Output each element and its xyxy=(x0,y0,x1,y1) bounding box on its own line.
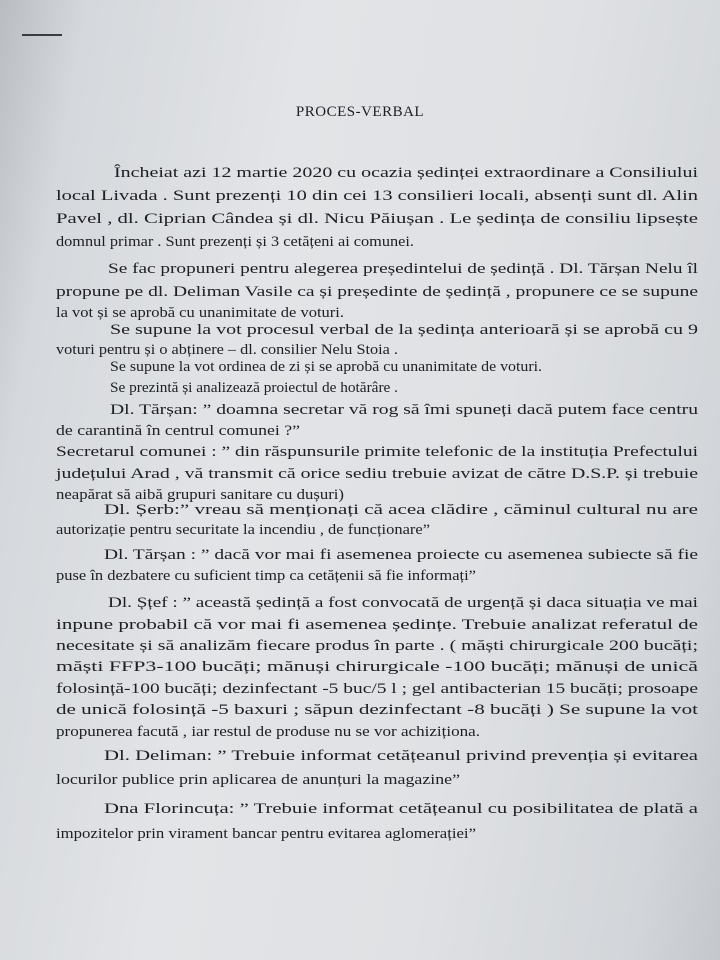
text-line: autorizație pentru securitate la incendiu , de funcționare” xyxy=(56,522,430,538)
text-line: măști FFP3-100 bucăți; mănuși chirurgicale -100 bucăți; mănuși de unică xyxy=(56,659,698,675)
text-line: necesitate și să analizăm fiecare produs în parte . ( măști chirurgicale 200 bucăți; xyxy=(56,638,698,654)
text-line: Dl. Șțef : ” această ședință a fost convocată de urgență și daca situația ve mai xyxy=(108,595,698,611)
text-line: Secretarul comunei : ” din răspunsurile primite telefonic de la instituția Prefectului xyxy=(56,444,698,460)
text-line: Pavel , dl. Ciprian Cândea și dl. Nicu Păiușan . Le ședința de consiliu lipsește xyxy=(56,211,698,227)
text-line: Dl. Deliman: ” Trebuie informat cetățeanul privind prevenția și evitarea xyxy=(104,748,698,764)
text-line: Dl. Tărșan : ” dacă vor mai fi asemenea proiecte cu asemenea subiecte să fie xyxy=(104,547,698,563)
text-line: voturi pentru și o abținere – dl. consilier Nelu Stoia . xyxy=(56,342,398,358)
text-line: la vot și se aprobă cu unanimitate de voturi. xyxy=(56,305,344,321)
text-line: județului Arad , vă transmit că orice sediu trebuie avizat de către D.S.P. și trebuie xyxy=(56,466,698,482)
text-line: de carantină în centrul comunei ?” xyxy=(56,423,300,439)
text-line: folosință-100 bucăți; dezinfectant -5 buc/5 l ; gel antibacterian 15 bucăți; prosoape xyxy=(56,681,698,697)
text-line: inpune probabil că vor mai fi asemenea ședințe. Trebuie analizat referatul de xyxy=(56,617,698,633)
text-line: Dl. Șerb:” vreau să menționați că acea clădire , căminul cultural nu are xyxy=(104,502,698,518)
text-line: locurilor publice prin aplicarea de anunțuri la magazine” xyxy=(56,772,460,788)
text-line: Se fac propuneri pentru alegerea președintelui de ședință . Dl. Tărșan Nelu îl xyxy=(108,261,698,277)
text-line: Dl. Tărșan: ” doamna secretar vă rog să îmi spuneți dacă putem face centru xyxy=(110,402,698,418)
text-line: de unică folosință -5 baxuri ; săpun dezinfectant -8 bucăți ) Se supune la vot xyxy=(56,702,698,718)
text-line: Se supune la vot ordinea de zi și se aprobă cu unanimitate de voturi. xyxy=(110,359,542,375)
text-line: Încheiat azi 12 martie 2020 cu ocazia ședinței extraordinare a Consiliului xyxy=(114,165,698,181)
text-line: local Livada . Sunt prezenți 10 din cei 13 consilieri locali, absenți sunt dl. Alin xyxy=(56,188,698,204)
text-line: puse în dezbatere cu suficient timp ca cetățenii să fie informați” xyxy=(56,568,476,584)
text-line: propunerea facută , iar restul de produse nu se vor achiziționa. xyxy=(56,724,480,740)
text-line: impozitelor prin virament bancar pentru evitarea aglomerației” xyxy=(56,826,476,842)
margin-dash xyxy=(22,34,62,36)
text-line: Se prezintă și analizează proiectul de hotărâre . xyxy=(110,380,398,396)
text-line: domnul primar . Sunt prezenți și 3 cetățeni ai comunei. xyxy=(56,234,414,250)
text-line: neapărat să aibă grupuri sanitare cu dușuri) xyxy=(56,487,344,503)
document-title: PROCES-VERBAL xyxy=(295,104,425,120)
text-line: propune pe dl. Deliman Vasile ca și președinte de ședință , propunere ce se supune xyxy=(56,284,698,300)
text-line: Dna Florincuța: ” Trebuie informat cetățeanul cu posibilitatea de plată a xyxy=(104,801,698,817)
text-line: Se supune la vot procesul verbal de la ședința anterioară și se aprobă cu 9 xyxy=(110,322,698,338)
